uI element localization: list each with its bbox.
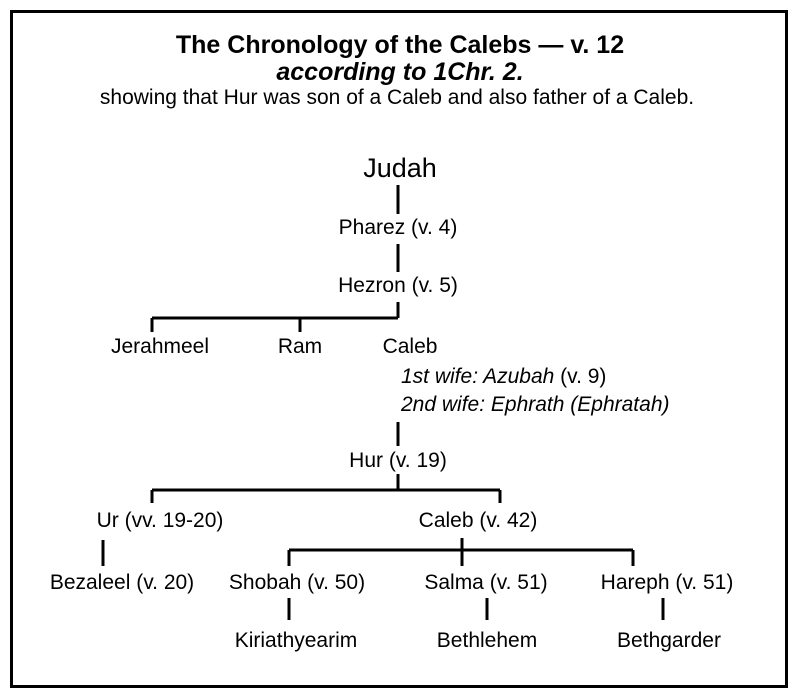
node-caleb-1: Caleb <box>382 335 438 358</box>
caleb-wife-2 <box>401 394 670 415</box>
wife-1-label: 1st wife: Azubah <box>401 365 555 388</box>
node-shobah: Shobah (v. 50) <box>228 571 366 594</box>
node-bethgarder: Bethgarder <box>617 629 721 652</box>
node-jerahmeel: Jerahmeel <box>110 335 210 358</box>
diagram-note: showing that Hur was son of a Caleb and also father of a Caleb. <box>99 86 695 109</box>
wife-1-ref: (v. 9) <box>554 365 607 388</box>
caleb-wife-1 <box>401 366 606 387</box>
node-ram: Ram <box>277 335 323 358</box>
node-judah: Judah <box>363 153 437 183</box>
node-ur: Ur (vv. 19-20) <box>96 509 224 532</box>
node-pharez: Pharez (v. 4) <box>338 216 458 239</box>
node-caleb-2: Caleb (v. 42) <box>418 509 538 532</box>
node-hareph: Hareph (v. 51) <box>600 571 734 594</box>
diagram-subtitle: according to 1Chr. 2. <box>276 58 524 86</box>
node-kiriathyearim: Kiriathyearim <box>234 629 358 652</box>
wife-2-label: 2nd wife: Ephrath (Ephratah) <box>401 393 670 416</box>
node-hezron: Hezron (v. 5) <box>338 274 458 297</box>
diagram-title: The Chronology of the Calebs — v. 12 <box>175 31 625 59</box>
node-hur: Hur (v. 19) <box>349 449 447 472</box>
node-bezaleel: Bezaleel (v. 20) <box>49 571 195 594</box>
node-salma: Salma (v. 51) <box>424 571 548 594</box>
node-bethlehem: Bethlehem <box>436 629 538 652</box>
